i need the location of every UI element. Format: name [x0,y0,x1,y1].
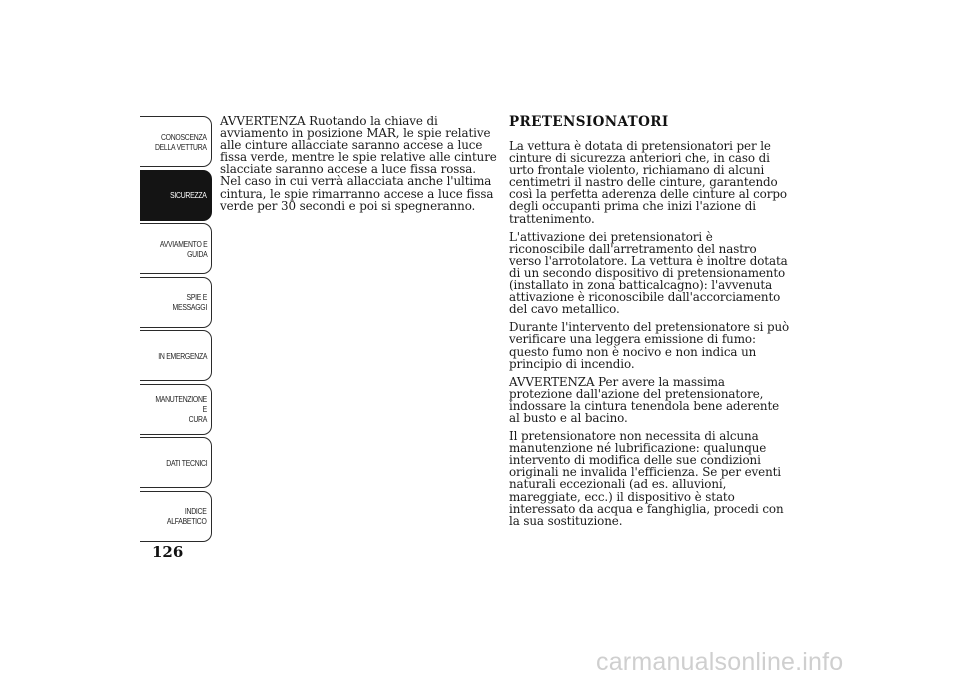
tab-label: MANUTENZIONE E CURA [155,394,207,424]
tab-indice-alfabetico[interactable] [140,491,212,542]
tab-avviamento-e-guida[interactable] [140,223,212,274]
tab-label: CONOSCENZA DELLA VETTURA [155,131,207,152]
tab-manutenzione-e-cura[interactable] [140,384,212,435]
warning-paragraph: AVVERTENZA Per avere la massima protezione dall'azione del pretensionatore, indossare la cintura tenendola bene aderente al busto e al bacino. [509,374,780,425]
tab-sicurezza[interactable] [140,170,212,221]
tab-label: SPIE E MESSAGGI [172,292,207,312]
tab-label: INDICE ALFABETICO [167,506,207,526]
section-title: PRETENSIONATORI [509,114,669,130]
paragraph-1: La vettura è dotata di pretensionatori per le cinture di sicurezza anteriori che, in caso di urto frontale violento, richiamano di alcuni centimetri il nastro delle cinture, garantendo così la perfetta aderenza delle cinture al corpo degli occupanti prima che inizi l'azione di trattenimento. [509,139,787,226]
page-number: 126 [152,543,184,561]
paragraph-5: Il pretensionatore non necessita di alcuna manutenzione né lubrificazione: qualunque intervento di modifica delle sue condizioni originali ne invalida l'efficienza. Se per eventi naturali eccezionali (ad es. alluvioni, mareggiate, ecc.) il dispositivo è stato interessato da acqua e fanghiglia, procedi con la sua sostituzione. [509,429,784,528]
tab-spie-e-messaggi[interactable] [140,277,212,328]
tab-label: AVVIAMENTO E GUIDA [159,238,207,259]
tab-label: IN EMERGENZA [158,350,207,361]
chapter-tabs [140,116,212,544]
tab-dati-tecnici[interactable] [140,437,212,488]
right-column [509,140,791,533]
left-column [220,115,500,218]
tab-label: DATI TECNICI [165,457,207,468]
warning-paragraph: AVVERTENZA Ruotando la chiave di avviamento in posizione MAR, le spie relative alle cinture allacciate saranno accese a luce fissa verde, mentre le spie relative alle cinture slacciate saranno accese a luce fissa rossa. Nel caso in cui verrà allacciata anche l'ultima cintura, le spie rimarranno accese a luce fissa verde per 30 secondi e poi si spegneranno. [220,114,497,213]
tab-label: SICUREZZA [170,190,207,200]
tab-conoscenza-della-vettura[interactable] [140,116,212,167]
paragraph-2: L'attivazione dei pretensionatori è riconoscibile dall'arretramento del nastro verso l'arrotolatore. La vettura è inoltre dotata di un secondo dispositivo di pretensionamento (installato in zona batticalcagno): l'avvenuta attivazione è riconoscibile dall'accorciamento del cavo metallico. [509,229,788,317]
watermark: carmanualsonline.info [596,648,844,676]
paragraph-3: Durante l'intervento del pretensionatore si può verificare una leggera emissione di fumo: questo fumo non è nocivo e non indica un principio di incendio. [509,320,790,371]
tab-in-emergenza[interactable] [140,330,212,381]
